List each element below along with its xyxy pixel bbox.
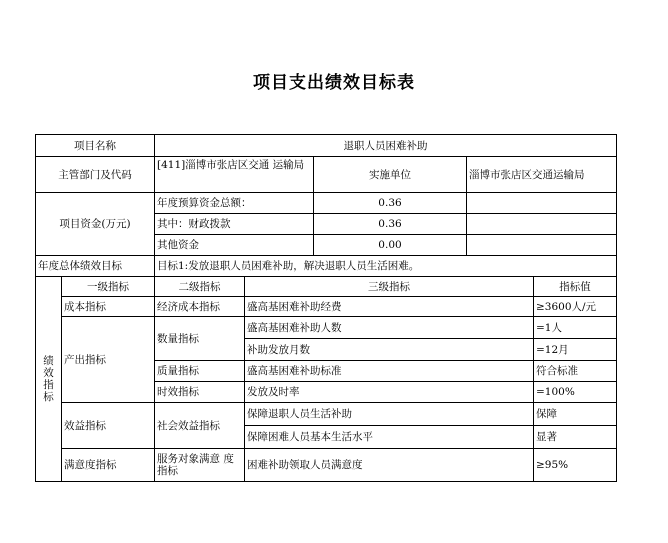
quality-l2: 质量指标 xyxy=(155,361,245,382)
benefit-value: 保障 xyxy=(534,403,617,426)
project-name-value: 退职人员困难补助 xyxy=(155,135,617,157)
implementing-unit-label: 实施单位 xyxy=(314,157,467,193)
project-name-label: 项目名称 xyxy=(36,135,155,157)
row-funds-total xyxy=(36,193,617,214)
cost-l2: 经济成本指标 xyxy=(155,297,245,317)
row-quantity-1 xyxy=(36,317,617,339)
quantity-l3: 盛高基困难补助人数 xyxy=(245,317,534,339)
satisfaction-value: ≥95% xyxy=(534,449,617,482)
funds-row-label: 其中：财政拨款 xyxy=(155,214,314,235)
row-annual-goal xyxy=(36,256,617,277)
funds-row-value: 0.36 xyxy=(314,214,467,235)
header-level1: 一级指标 xyxy=(62,277,155,297)
performance-indicators-side-label: 绩 效 指 标 xyxy=(36,277,62,482)
header-value: 指标值 xyxy=(534,277,617,297)
row-satisfaction xyxy=(36,449,617,482)
time-value: =100% xyxy=(534,382,617,403)
funds-row-label: 年度预算资金总额： xyxy=(155,193,314,214)
satisfaction-l1: 满意度指标 xyxy=(62,449,155,482)
satisfaction-l2: 服务对象满意 度指标 xyxy=(155,449,245,482)
annual-goal-value: 目标1:发放退职人员困难补助，解决退职人员生活困难。 xyxy=(155,256,617,277)
row-department xyxy=(36,157,617,193)
time-l3: 发放及时率 xyxy=(245,382,534,403)
output-l1: 产出指标 xyxy=(62,317,155,403)
header-level2: 二级指标 xyxy=(155,277,245,297)
funds-row-value: 0.00 xyxy=(314,235,467,256)
quantity-value: =1人 xyxy=(534,317,617,339)
benefit-value: 显著 xyxy=(534,426,617,449)
department-value: [411]淄博市张店区交通 运输局 xyxy=(155,157,314,193)
header-level3: 三级指标 xyxy=(245,277,534,297)
quality-value: 符合标准 xyxy=(534,361,617,382)
quantity-l2: 数量指标 xyxy=(155,317,245,361)
annual-goal-label: 年度总体绩效目标 xyxy=(36,256,155,277)
funds-row-label: 其他资金 xyxy=(155,235,314,256)
page-title: 项目支出绩效目标表 xyxy=(253,73,415,93)
benefit-l3: 保障退职人员生活补助 xyxy=(245,403,534,426)
benefit-l2: 社会效益指标 xyxy=(155,403,245,449)
department-label: 主管部门及代码 xyxy=(36,157,155,193)
funds-label: 项目资金(万元) xyxy=(36,193,155,256)
row-cost xyxy=(36,297,617,317)
cost-l3: 盛高基困难补助经费 xyxy=(245,297,534,317)
quality-l3: 盛高基困难补助标准 xyxy=(245,361,534,382)
quantity-l3: 补助发放月数 xyxy=(245,339,534,361)
funds-row-value: 0.36 xyxy=(314,193,467,214)
cost-l1: 成本指标 xyxy=(62,297,155,317)
benefit-l1: 效益指标 xyxy=(62,403,155,449)
time-l2: 时效指标 xyxy=(155,382,245,403)
performance-table xyxy=(35,134,617,482)
cost-value: ≥3600人/元 xyxy=(534,297,617,317)
satisfaction-l3: 困难补助领取人员满意度 xyxy=(245,449,534,482)
row-indicator-headers xyxy=(36,277,617,297)
row-benefit-1 xyxy=(36,403,617,426)
implementing-unit-value: 淄博市张店区交通运输局 xyxy=(467,157,617,193)
row-project-name xyxy=(36,135,617,157)
benefit-l3: 保障困难人员基本生活水平 xyxy=(245,426,534,449)
quantity-value: =12月 xyxy=(534,339,617,361)
